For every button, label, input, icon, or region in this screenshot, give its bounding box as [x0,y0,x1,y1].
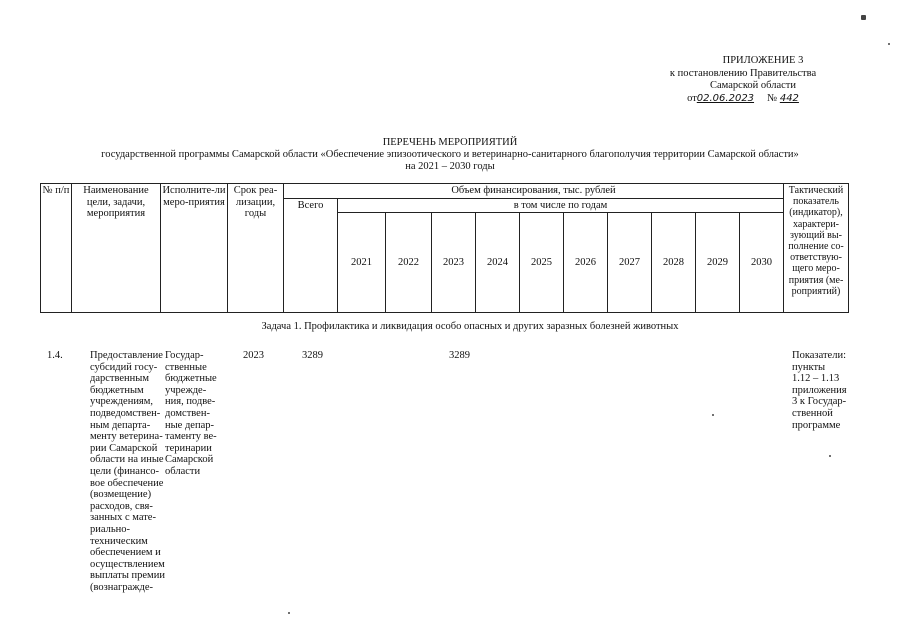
row-name-line: (возмещение) [90,489,152,501]
row-executor-line: домствен- [165,407,210,419]
annex-from-label: от [687,92,697,104]
col-header-total: Всего [284,198,338,313]
col-header-num: № п/п [41,184,72,313]
annex-number: 442 [779,92,799,104]
row-executor-line: ния, подве- [165,396,216,408]
row-number: 1.4. [47,350,63,361]
row-name-line: осуществлением [90,558,165,570]
row-name-line: Предоставление [90,350,163,361]
row-name-line: техническим [90,535,148,547]
year-header-2029: 2029 [696,213,740,313]
annex-date-line [628,93,858,106]
title-line-1: ПЕРЕЧЕНЬ МЕРОПРИЯТИЙ [382,137,518,148]
row-2023-value: 3289 [449,350,470,361]
task-heading: Задача 1. Профилактика и ликвидация особо опасных и других заразных болезней животных [261,321,679,332]
row-indicator-line: пункты [792,361,826,373]
scan-speck [888,43,890,45]
row-indicator-line: программе [792,419,841,431]
row-indicator-line: приложения [792,384,847,396]
annex-date: 02.06.2023 [696,92,755,104]
year-header-2021: 2021 [338,213,386,313]
row-indicator-line: Показатели: [792,350,846,361]
annex-block [628,55,858,105]
col-header-executor: Исполните-ли меро-приятия [161,184,228,313]
row-executor-line: области [165,465,201,477]
row-name-line: субсидий госу- [90,361,158,373]
row-executor-line: таменту ве- [165,431,217,443]
row-name-line: расходов, свя- [90,500,153,512]
header-table [40,183,849,313]
title-line-2: государственной программы Самарской области «Обеспечение эпизоотического и ветеринарно-санитарного благополучия территории Самарской области» [101,149,799,160]
row-name-line: ным департа- [90,419,151,431]
year-header-2030: 2030 [740,213,784,313]
row-executor-cell [165,350,230,478]
row-name-line: вое обеспечение [90,477,164,489]
col-header-indicator: Тактический показатель (индикатор), характери-зующий вы-полнение со-ответствую-щего меро-приятия (ме-роприятий) [784,184,849,313]
row-term: 2023 [243,350,264,361]
row-total: 3289 [302,350,323,361]
scan-speck [861,15,866,20]
row-indicator-line: 1.12 – 1.13 [792,373,840,385]
row-executor-line: Государ- [165,350,204,361]
annex-line-1: к постановлению Правительства [669,67,817,79]
row-name-line: менту ветерина- [90,431,163,443]
year-header-2027: 2027 [608,213,652,313]
year-header-2025: 2025 [520,213,564,313]
year-header-2022: 2022 [386,213,432,313]
annex-line-2: Самарской области [710,80,796,91]
scan-speck [712,414,714,416]
year-header-2023: 2023 [432,213,476,313]
col-header-name: Наименование цели, задачи, мероприятия [72,184,161,313]
row-name-line: занных с мате- [90,512,156,524]
row-name-line: дарственным [90,373,149,385]
row-name-line: подведомствен- [90,407,161,419]
row-name-line: обеспечением и [90,547,161,559]
row-indicator-cell [792,350,862,431]
row-name-line: области на иные [90,454,164,466]
row-indicator-line: 3 к Государ- [792,396,847,408]
row-executor-line: Самарской [165,454,214,466]
scan-speck [829,455,831,457]
col-header-by-years: в том числе по годам [338,198,784,213]
document-title [40,137,860,173]
row-name-line: риально- [90,523,131,535]
row-executor-line: ственные [165,361,207,373]
row-executor-line: ные депар- [165,419,214,431]
col-header-term: Срок реа-лизации, годы [228,184,284,313]
row-name-line: (вознагражде- [90,581,154,593]
year-header-2028: 2028 [652,213,696,313]
row-name-line: учреждениям, [90,396,154,408]
col-header-funding: Объем финансирования, тыс. рублей [284,184,784,199]
row-name-line: цели (финансо- [90,465,159,477]
row-executor-line: теринарии [165,442,212,454]
row-name-line: выплаты премии [90,570,165,582]
scan-speck [288,612,290,614]
row-executor-line: учрежде- [165,384,207,396]
row-name-line: бюджетным [90,384,144,396]
row-executor-line: бюджетные [165,373,217,385]
year-header-2024: 2024 [476,213,520,313]
row-name-line: рии Самарской [90,442,158,454]
annex-title: ПРИЛОЖЕНИЕ 3 [722,55,804,66]
title-line-3: на 2021 – 2030 годы [405,161,495,172]
year-header-2026: 2026 [564,213,608,313]
row-indicator-line: ственной [792,407,833,419]
annex-number-label: № [767,92,778,104]
